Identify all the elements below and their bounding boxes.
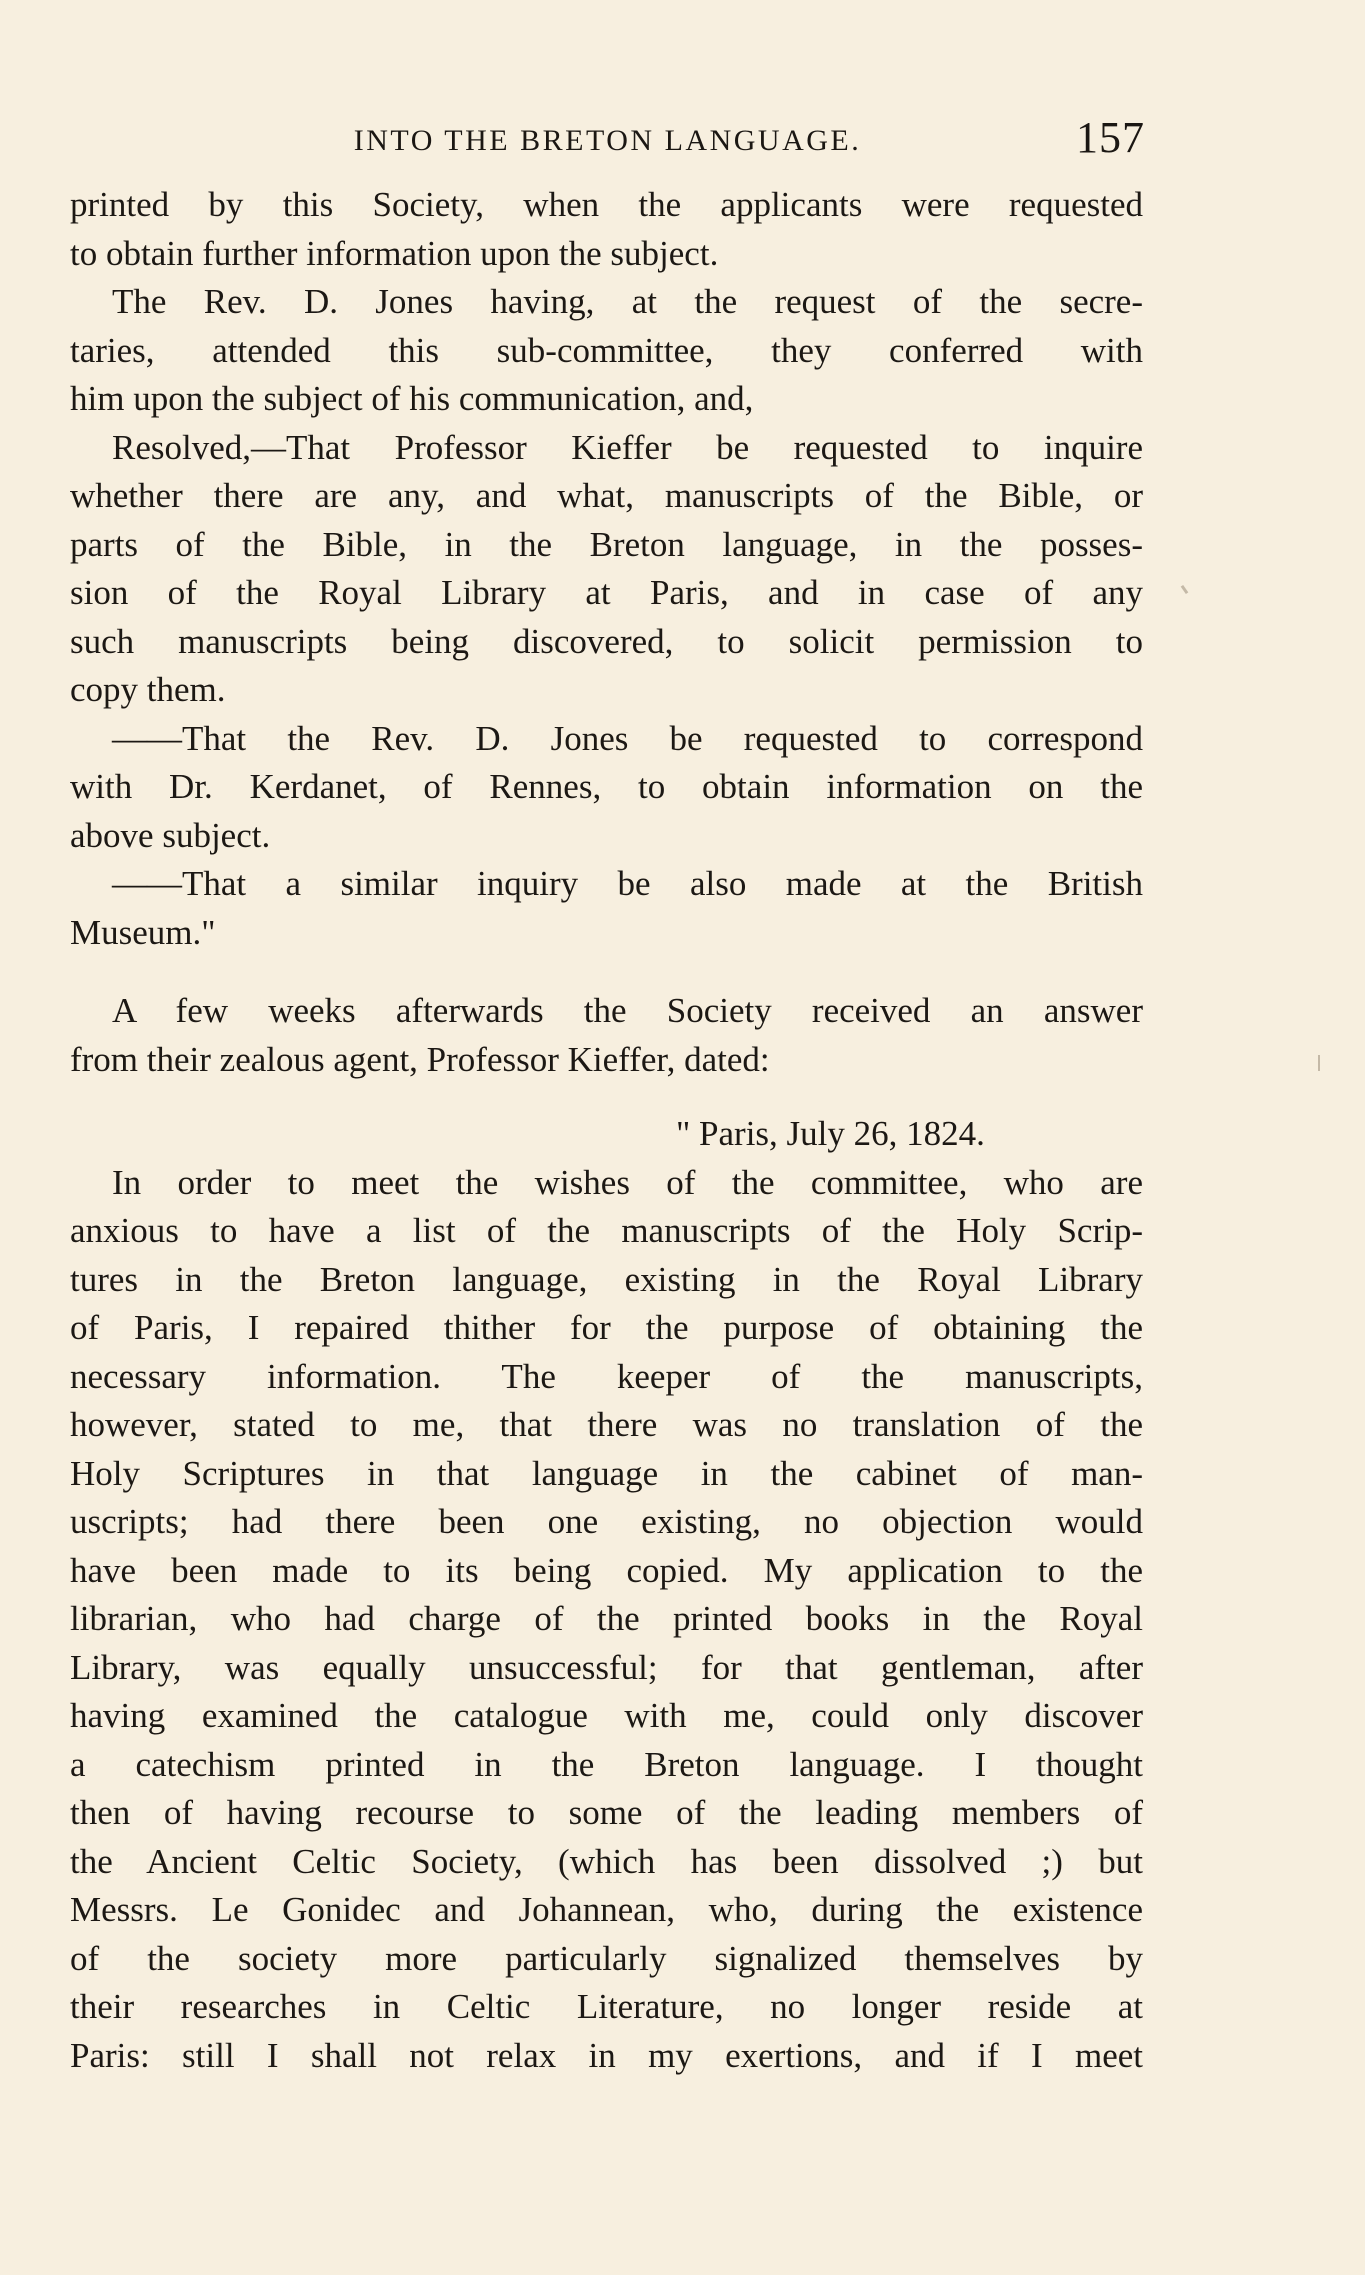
text-line: from their zealous agent, Professor Kieffer, dated: (70, 1039, 770, 1079)
paragraph-gap (70, 957, 1143, 987)
text-line: copy them. (70, 670, 226, 709)
text-line: above subject. (70, 815, 271, 855)
text-line: librarian, who had charge of the printed books in the Royal (70, 1599, 1143, 1638)
ink-speck (1181, 585, 1189, 594)
text-line: necessary information. The keeper of the manuscripts, (70, 1356, 1143, 1396)
running-head (70, 112, 1145, 172)
text-line: Museum." (70, 912, 216, 952)
text-line: tures in the Breton language, existing in the Royal Library (70, 1259, 1143, 1299)
text-line: however, stated to me, that there was no translation of the (70, 1405, 1143, 1444)
text-line: to obtain further information upon the subject. (70, 233, 719, 273)
text-line: a catechism printed in the Breton language. I thought (70, 1744, 1143, 1784)
ink-speck (1318, 1055, 1320, 1071)
text-line: whether there are any, and what, manuscripts of the Bible, or (70, 476, 1143, 515)
text-line: Library, was equally unsuccessful; for that gentleman, after (70, 1647, 1143, 1687)
text-line: Resolved,—That Professor Kieffer be requested to inquire (112, 427, 1143, 467)
text-line: Paris: still I shall not relax in my exertions, and if I meet (70, 2035, 1143, 2075)
text-line: sion of the Royal Library at Paris, and in case of any (70, 573, 1143, 612)
text-line: ——That a similar inquiry be also made at the British (112, 864, 1143, 903)
text-line: with Dr. Kerdanet, of Rennes, to obtain information on the (70, 767, 1143, 806)
text-line: of the society more particularly signalized themselves by (70, 1938, 1143, 1978)
text-line: the Ancient Celtic Society, (which has been dissolved ;) but (70, 1841, 1143, 1881)
running-title: INTO THE BRETON LANGUAGE. (353, 124, 862, 157)
text-line: anxious to have a list of the manuscripts of the Holy Scrip- (70, 1211, 1143, 1250)
text-line: their researches in Celtic Literature, no longer reside at (70, 1987, 1143, 2026)
text-line: Holy Scriptures in that language in the cabinet of man- (70, 1453, 1143, 1493)
text-line: him upon the subject of his communication, and, (70, 379, 754, 418)
page-number: 157 (1076, 113, 1145, 162)
text-line: such manuscripts being discovered, to solicit permission to (70, 621, 1143, 661)
letter-dateline: " Paris, July 26, 1824. (676, 1114, 985, 1153)
text-line: having examined the catalogue with me, could only discover (70, 1696, 1143, 1735)
body-text (70, 181, 1143, 2080)
text-line: In order to meet the wishes of the committee, who are (112, 1162, 1143, 1202)
text-line: have been made to its being copied. My application to the (70, 1550, 1143, 1590)
text-line: parts of the Bible, in the Breton language, in the posses- (70, 524, 1143, 564)
text-line: The Rev. D. Jones having, at the request of the secre- (112, 282, 1143, 321)
text-line: Messrs. Le Gonidec and Johannean, who, during the existence (70, 1890, 1143, 1929)
text-line: A few weeks afterwards the Society received an answer (112, 991, 1143, 1030)
text-line: then of having recourse to some of the leading members of (70, 1793, 1143, 1832)
text-line: printed by this Society, when the applicants were requested (70, 185, 1143, 224)
text-line: ——That the Rev. D. Jones be requested to correspond (112, 718, 1143, 758)
text-line: uscripts; had there been one existing, no objection would (70, 1502, 1143, 1541)
text-line: taries, attended this sub-committee, they conferred with (70, 330, 1143, 370)
paragraph-gap (70, 1084, 1143, 1110)
text-line: of Paris, I repaired thither for the purpose of obtaining the (70, 1308, 1143, 1347)
